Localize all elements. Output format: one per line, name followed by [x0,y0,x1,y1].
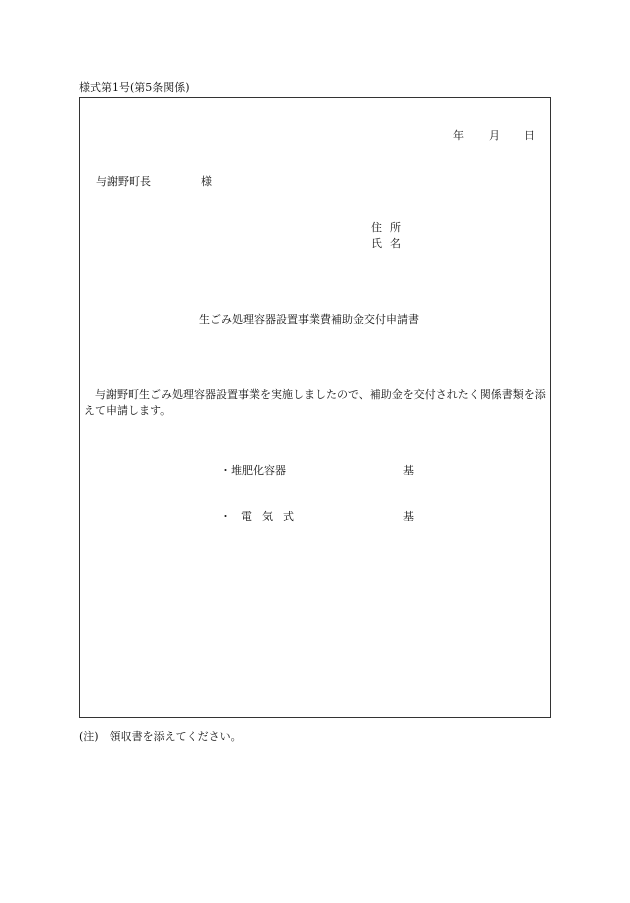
item-row-electric [220,508,420,522]
document-title: 生ごみ処理容器設置事業費補助金交付申請書 [199,313,419,326]
date-day-label: 日 [524,129,535,142]
item-unit-electric: 基 [403,510,414,523]
applicant-name-label: 氏名 [371,237,409,250]
body-paragraph: 与謝野町生ごみ処理容器設置事業を実施しましたので、補助金を交付されたく関係書類を添えて申請します。 [84,388,546,417]
date-month-label: 月 [489,129,500,142]
form-number-label: 様式第1号(第5条関係) [79,81,190,94]
item-unit-compost: 基 [403,464,414,477]
item-label-compost: ・堆肥化容器 [220,464,286,477]
addressee-honorific: 様 [201,175,212,188]
date-year-label: 年 [453,129,464,142]
applicant-address-label: 住所 [371,221,409,234]
item-row-compost [220,462,420,476]
item-label-electric: ・電気式 [220,510,304,523]
footnote: (注) 領収書を添えてください。 [79,730,242,743]
addressee-name: 与謝野町長 [96,175,151,188]
